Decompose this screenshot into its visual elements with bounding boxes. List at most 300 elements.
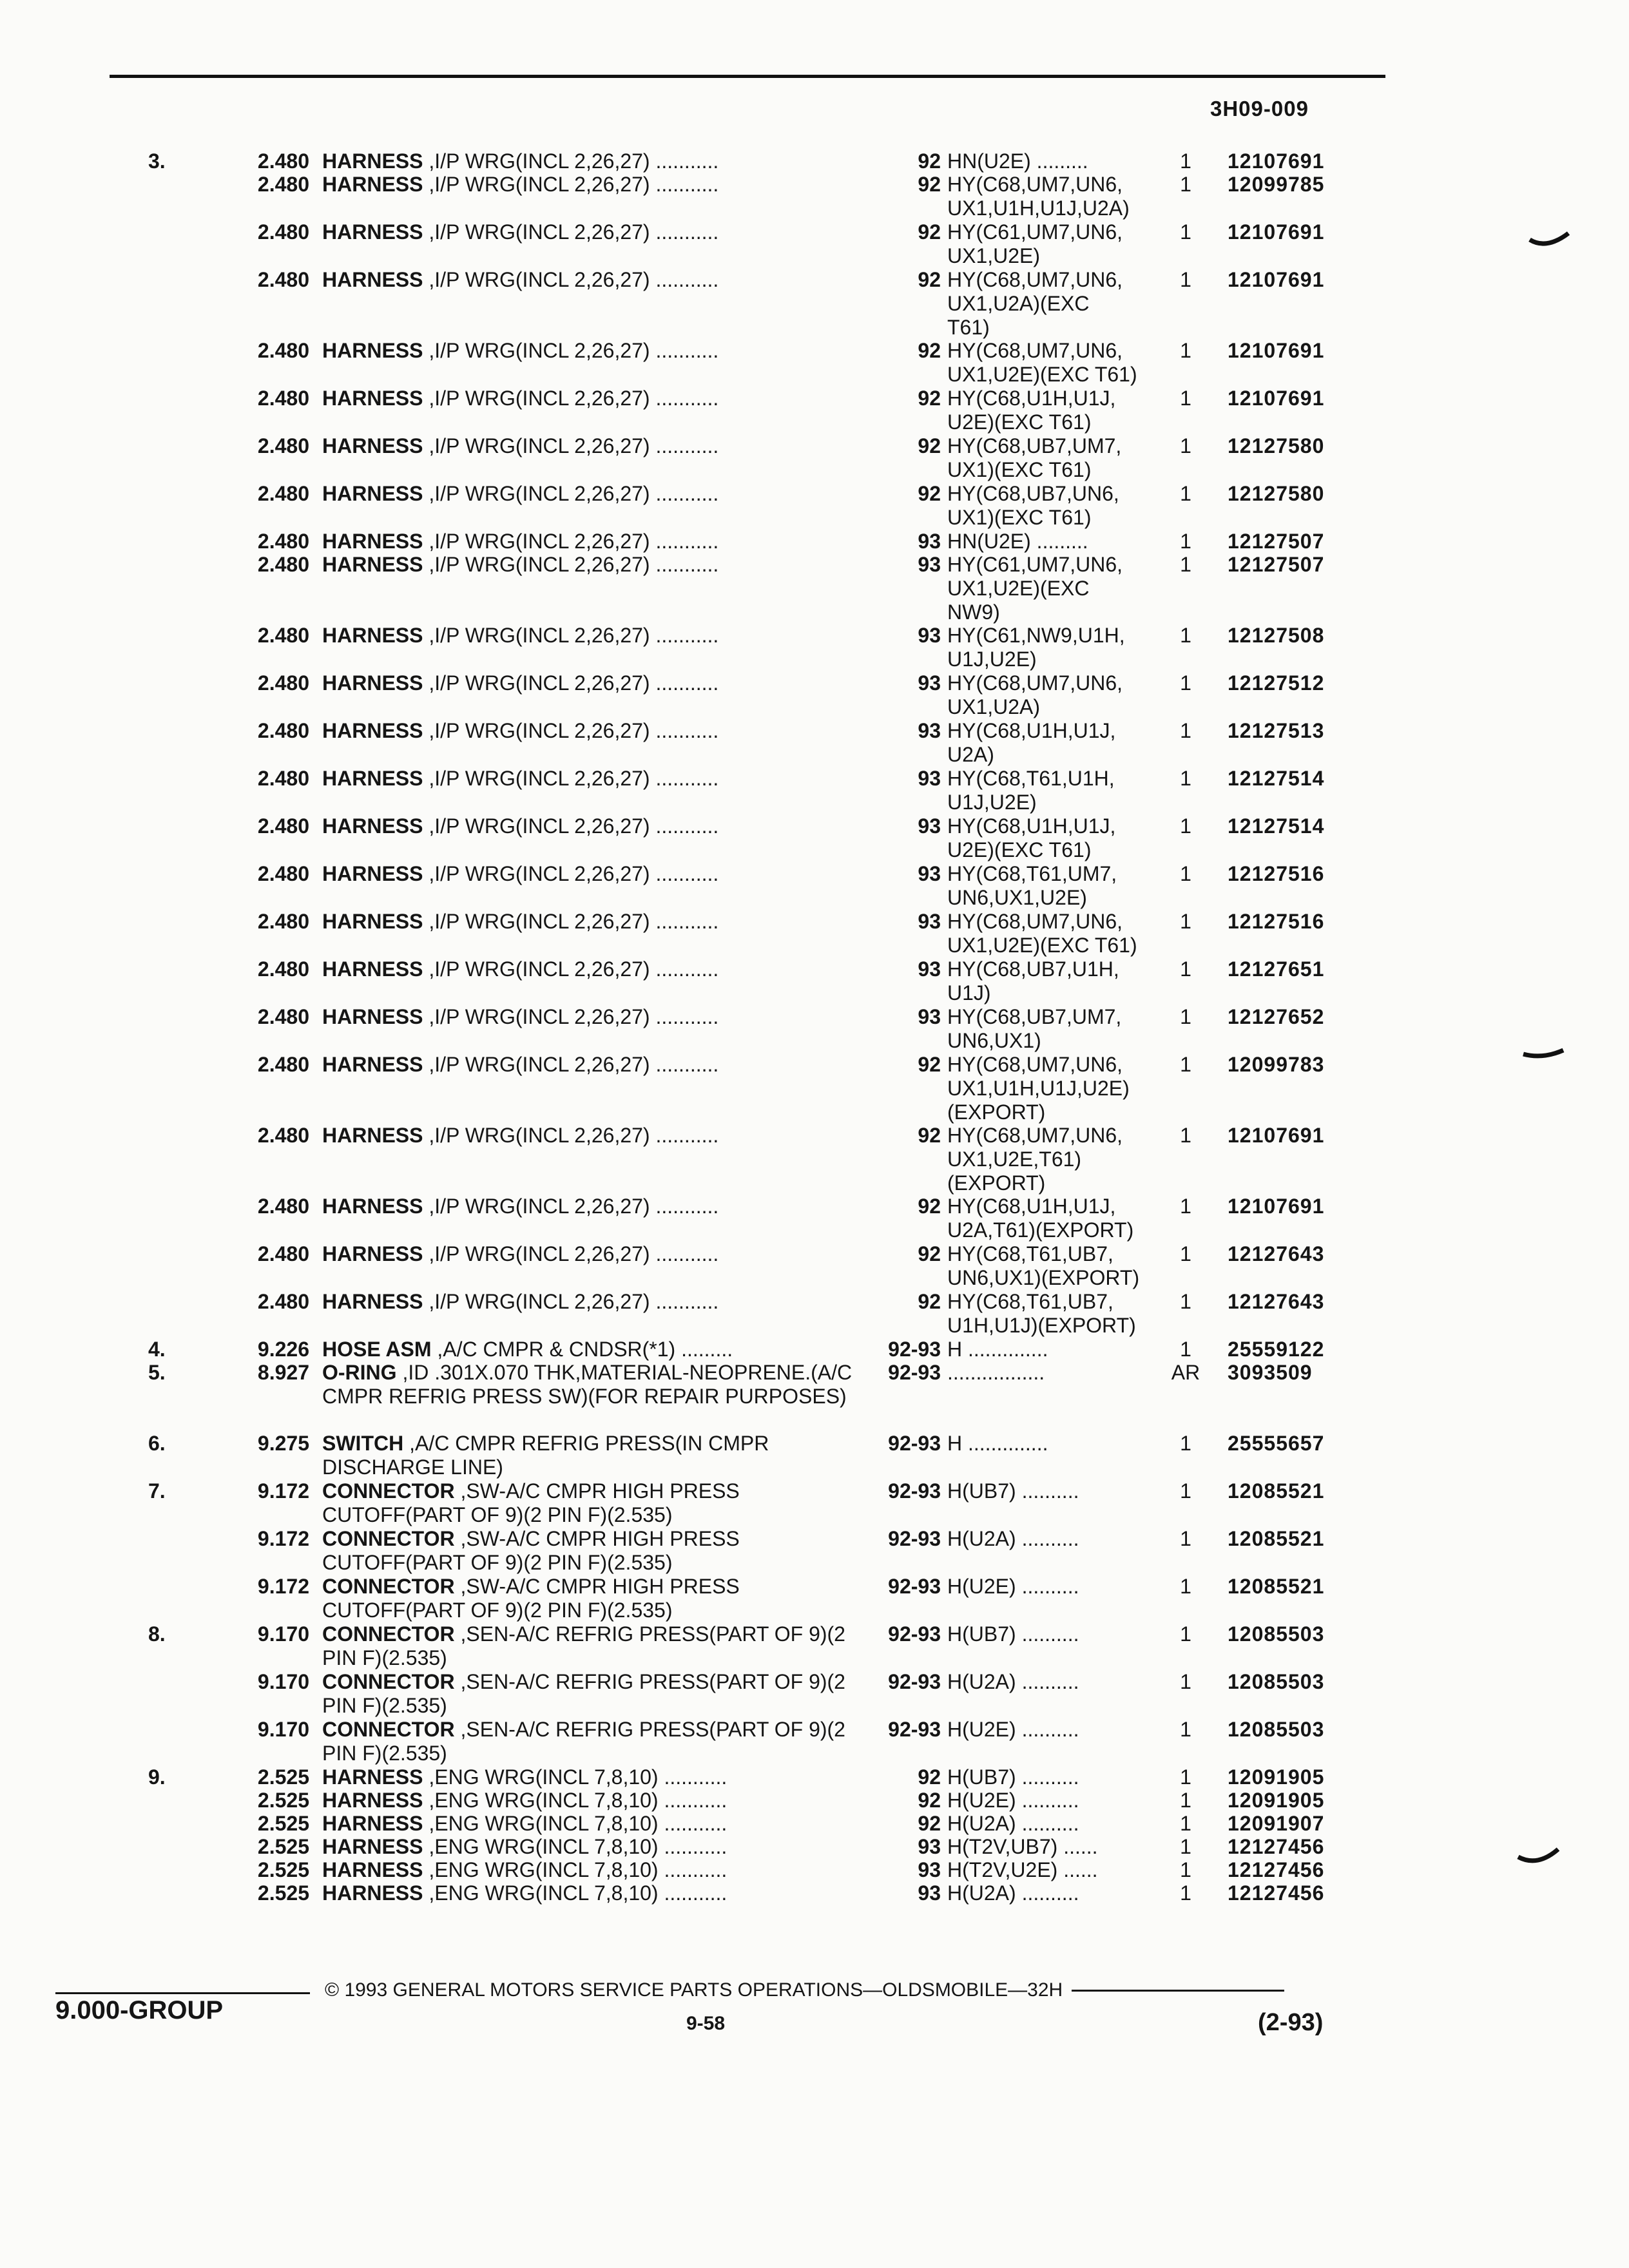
group-number: 2.480 (257, 482, 309, 505)
part-number: 12107691 (1228, 387, 1325, 410)
part-detail: ,I/P WRG(INCL 2,26,27) ........... (429, 1242, 719, 1265)
group-number: 2.480 (257, 553, 309, 576)
part-name: HARNESS (322, 957, 423, 981)
model-year: 92 (918, 1053, 941, 1076)
part-number: 12085521 (1228, 1527, 1325, 1550)
part-number: 12127652 (1228, 1005, 1325, 1028)
option-codes: H(UB7) .......... (947, 1479, 1079, 1503)
part-detail: ,I/P WRG(INCL 2,26,27) ........... (429, 434, 719, 457)
part-name: HARNESS (322, 530, 423, 553)
model-year: 92 (918, 268, 941, 291)
part-description (322, 1479, 857, 1527)
group-number: 2.480 (257, 1242, 309, 1265)
part-name: HARNESS (322, 1881, 423, 1905)
option-codes: HY(C68,UB7,UM7, UN6,UX1) (947, 1005, 1122, 1052)
model-year: 92 (918, 339, 941, 362)
option-codes: H(T2V,UB7) ...... (947, 1835, 1098, 1858)
part-number: 12127651 (1228, 957, 1325, 981)
model-year: 92 (918, 1812, 941, 1835)
quantity: 1 (1180, 1858, 1191, 1881)
part-number: 12091907 (1228, 1812, 1325, 1835)
model-year: 92 (918, 1242, 941, 1265)
model-year: 92-93 (888, 1361, 941, 1384)
margin-check-mark (1521, 1044, 1566, 1070)
quantity: 1 (1180, 268, 1191, 291)
option-codes: HY(C68,UM7,UN6, UX1,U2A) (947, 671, 1123, 718)
part-number: 12127514 (1228, 814, 1325, 838)
footer-rule (1072, 1990, 1284, 1992)
group-number: 2.480 (257, 1124, 309, 1147)
option-codes: H(U2A) .......... (947, 1881, 1079, 1905)
option-codes: HY(C68,UM7,UN6, UX1,U2E)(EXC T61) (947, 339, 1137, 386)
part-name: HARNESS (322, 1124, 423, 1147)
group-number: 2.480 (257, 1053, 309, 1076)
part-number: 25559122 (1228, 1338, 1325, 1361)
part-description (322, 862, 857, 886)
option-codes: HY(C68,T61,UB7, UN6,UX1)(EXPORT) (947, 1242, 1140, 1289)
option-codes: H(U2E) .......... (947, 1789, 1079, 1812)
part-detail: ,I/P WRG(INCL 2,26,27) ........... (429, 268, 719, 291)
part-detail: ,I/P WRG(INCL 2,26,27) ........... (429, 671, 719, 695)
part-number: 12127513 (1228, 719, 1325, 742)
part-number: 12107691 (1228, 220, 1325, 244)
group-number: 2.525 (257, 1812, 309, 1835)
part-description (322, 767, 857, 791)
figure-number: 7. (148, 1479, 166, 1503)
part-detail: ,I/P WRG(INCL 2,26,27) ........... (429, 149, 719, 173)
part-name: HARNESS (322, 1053, 423, 1076)
footer-date: (2-93) (1258, 2009, 1324, 2036)
group-number: 2.480 (257, 530, 309, 553)
part-detail: ,A/C CMPR REFRIG PRESS(IN CMPR DISCHARGE LINE) (322, 1432, 769, 1479)
part-number: 12127643 (1228, 1290, 1325, 1313)
part-number: 12107691 (1228, 268, 1325, 291)
part-description (322, 220, 857, 244)
model-year: 92 (918, 1195, 941, 1218)
quantity: 1 (1180, 434, 1191, 457)
part-name: HARNESS (322, 671, 423, 695)
model-year: 92-93 (888, 1432, 941, 1455)
part-detail: ,SEN-A/C REFRIG PRESS(PART OF 9)(2 PIN F)(2.535) (322, 1622, 845, 1669)
part-description (322, 482, 857, 506)
quantity: 1 (1180, 957, 1191, 981)
part-description (322, 268, 857, 292)
part-detail: ,I/P WRG(INCL 2,26,27) ........... (429, 220, 719, 244)
part-description (322, 1575, 857, 1622)
group-number: 9.170 (257, 1670, 309, 1693)
option-codes: HY(C61,UM7,UN6, UX1,U2E) (947, 220, 1123, 267)
part-number: 12127456 (1228, 1835, 1325, 1858)
part-name: CONNECTOR (322, 1718, 455, 1741)
figure-number: 3. (148, 149, 166, 173)
part-detail: ,I/P WRG(INCL 2,26,27) ........... (429, 1124, 719, 1147)
model-year: 93 (918, 624, 941, 647)
part-number: 12099783 (1228, 1053, 1325, 1076)
model-year: 93 (918, 719, 941, 742)
quantity: 1 (1180, 530, 1191, 553)
option-codes: ................. (947, 1361, 1045, 1384)
option-codes: H(UB7) .......... (947, 1765, 1079, 1789)
part-number: 12127580 (1228, 434, 1325, 457)
part-number: 12107691 (1228, 1195, 1325, 1218)
quantity: 1 (1180, 387, 1191, 410)
option-codes: HN(U2E) ......... (947, 530, 1088, 553)
part-number: 12085503 (1228, 1622, 1325, 1646)
part-name: HARNESS (322, 862, 423, 885)
option-codes: H .............. (947, 1338, 1048, 1361)
part-detail: ,ID .301X.070 THK,MATERIAL-NEOPRENE.(A/C CMPR REFRIG PRESS SW)(FOR REPAIR PURPOSES) (322, 1361, 853, 1408)
group-number: 2.480 (257, 1195, 309, 1218)
part-number: 12127516 (1228, 910, 1325, 933)
part-name: HARNESS (322, 482, 423, 505)
group-number: 9.226 (257, 1338, 309, 1361)
model-year: 92 (918, 482, 941, 505)
part-number: 12127580 (1228, 482, 1325, 505)
quantity: 1 (1180, 1835, 1191, 1858)
model-year: 92 (918, 1765, 941, 1789)
part-name: SWITCH (322, 1432, 404, 1455)
option-codes: HY(C68,T61,U1H, U1J,U2E) (947, 767, 1115, 814)
group-number: 2.480 (257, 1290, 309, 1313)
part-description (322, 339, 857, 363)
option-codes: HY(C68,UB7,UM7, UX1)(EXC T61) (947, 434, 1122, 481)
model-year: 92 (918, 173, 941, 196)
part-description (322, 1670, 857, 1718)
group-number: 2.480 (257, 767, 309, 790)
part-detail: ,ENG WRG(INCL 7,8,10) ........... (429, 1812, 728, 1835)
option-codes: HY(C68,U1H,U1J, U2E)(EXC T61) (947, 814, 1116, 861)
part-name: HARNESS (322, 1290, 423, 1313)
part-description (322, 173, 857, 197)
group-number: 8.927 (257, 1361, 309, 1384)
part-description (322, 434, 857, 458)
part-name: HARNESS (322, 434, 423, 457)
quantity: 1 (1180, 671, 1191, 695)
part-number: 12085503 (1228, 1718, 1325, 1741)
option-codes: HY(C68,U1H,U1J, U2E)(EXC T61) (947, 387, 1116, 434)
part-name: HARNESS (322, 624, 423, 647)
option-codes: HY(C68,UM7,UN6, UX1,U2A)(EXC T61) (947, 268, 1123, 339)
part-description (322, 1881, 857, 1905)
quantity: 1 (1180, 1527, 1191, 1550)
model-year: 93 (918, 862, 941, 885)
group-number: 9.170 (257, 1718, 309, 1741)
part-number: 12127643 (1228, 1242, 1325, 1265)
part-description (322, 1124, 857, 1148)
part-detail: ,I/P WRG(INCL 2,26,27) ........... (429, 624, 719, 647)
model-year: 93 (918, 1881, 941, 1905)
part-detail: ,I/P WRG(INCL 2,26,27) ........... (429, 1290, 719, 1313)
option-codes: HY(C68,UB7,UN6, UX1)(EXC T61) (947, 482, 1119, 529)
part-description (322, 530, 857, 553)
part-number: 12091905 (1228, 1765, 1325, 1789)
part-name: HARNESS (322, 1835, 423, 1858)
quantity: 1 (1180, 1053, 1191, 1076)
group-number: 2.480 (257, 671, 309, 695)
quantity: 1 (1180, 1718, 1191, 1741)
part-name: CONNECTOR (322, 1575, 455, 1598)
quantity: 1 (1180, 1575, 1191, 1598)
model-year: 92-93 (888, 1718, 941, 1741)
quantity: 1 (1180, 814, 1191, 838)
part-detail: ,ENG WRG(INCL 7,8,10) ........... (429, 1765, 728, 1789)
group-number: 2.525 (257, 1835, 309, 1858)
part-name: CONNECTOR (322, 1670, 455, 1693)
part-description (322, 1835, 857, 1859)
part-name: CONNECTOR (322, 1527, 455, 1550)
model-year: 92 (918, 1789, 941, 1812)
quantity: 1 (1180, 339, 1191, 362)
option-codes: HY(C68,T61,UB7, U1H,U1J)(EXPORT) (947, 1290, 1136, 1337)
part-detail: ,SW-A/C CMPR HIGH PRESS CUTOFF(PART OF 9)(2 PIN F)(2.535) (322, 1479, 740, 1526)
group-number: 2.480 (257, 1005, 309, 1028)
part-name: HARNESS (322, 220, 423, 244)
part-detail: ,I/P WRG(INCL 2,26,27) ........... (429, 910, 719, 933)
figure-number: 4. (148, 1338, 166, 1361)
part-number: 12107691 (1228, 339, 1325, 362)
option-codes: HY(C68,UB7,U1H, U1J) (947, 957, 1119, 1004)
part-detail: ,ENG WRG(INCL 7,8,10) ........... (429, 1858, 728, 1881)
group-number: 2.480 (257, 220, 309, 244)
quantity: AR (1171, 1361, 1200, 1384)
model-year: 92-93 (888, 1622, 941, 1646)
quantity: 1 (1180, 910, 1191, 933)
part-description (322, 1005, 857, 1029)
part-description (322, 1432, 857, 1479)
group-number: 2.480 (257, 387, 309, 410)
part-detail: ,I/P WRG(INCL 2,26,27) ........... (429, 719, 719, 742)
quantity: 1 (1180, 1005, 1191, 1028)
option-codes: H(U2A) .......... (947, 1670, 1079, 1693)
part-name: HARNESS (322, 1858, 423, 1881)
part-detail: ,I/P WRG(INCL 2,26,27) ........... (429, 387, 719, 410)
quantity: 1 (1180, 624, 1191, 647)
option-codes: HN(U2E) ......... (947, 149, 1088, 173)
part-name: HARNESS (322, 767, 423, 790)
group-number: 2.480 (257, 434, 309, 457)
footer-copyright-line (316, 1979, 1284, 2001)
figure-number: 9. (148, 1765, 166, 1789)
quantity: 1 (1180, 173, 1191, 196)
part-description (322, 1242, 857, 1266)
part-name: HARNESS (322, 1789, 423, 1812)
quantity: 1 (1180, 1479, 1191, 1503)
part-detail: ,I/P WRG(INCL 2,26,27) ........... (429, 862, 719, 885)
part-number: 12127456 (1228, 1858, 1325, 1881)
model-year: 93 (918, 910, 941, 933)
part-name: O-RING (322, 1361, 397, 1384)
copyright-text: © 1993 GENERAL MOTORS SERVICE PARTS OPERATIONS—OLDSMOBILE—32H (325, 1979, 1063, 2001)
option-codes: HY(C68,UM7,UN6, UX1,U1H,U1J,U2A) (947, 173, 1130, 220)
part-name: HARNESS (322, 1765, 423, 1789)
part-description (322, 1527, 857, 1575)
part-name: HOSE ASM (322, 1338, 432, 1361)
model-year: 93 (918, 553, 941, 576)
part-detail: ,A/C CMPR & CNDSR(*1) ......... (437, 1338, 733, 1361)
part-detail: ,ENG WRG(INCL 7,8,10) ........... (429, 1789, 728, 1812)
option-codes: HY(C68,U1H,U1J, U2A,T61)(EXPORT) (947, 1195, 1134, 1242)
part-detail: ,I/P WRG(INCL 2,26,27) ........... (429, 553, 719, 576)
group-number: 2.480 (257, 957, 309, 981)
part-description (322, 387, 857, 410)
option-codes: HY(C61,UM7,UN6, UX1,U2E)(EXC NW9) (947, 553, 1123, 624)
model-year: 92 (918, 1290, 941, 1313)
part-description (322, 553, 857, 577)
part-description (322, 719, 857, 743)
part-description (322, 910, 857, 934)
part-number: 12091905 (1228, 1789, 1325, 1812)
quantity: 1 (1180, 1124, 1191, 1147)
part-description (322, 1718, 857, 1765)
option-codes: HY(C68,U1H,U1J, U2A) (947, 719, 1116, 766)
part-number: 12107691 (1228, 149, 1325, 173)
option-codes: H .............. (947, 1432, 1048, 1455)
option-codes: H(U2A) .......... (947, 1812, 1079, 1835)
footer-group: 9.000-GROUP (55, 1996, 224, 2024)
quantity: 1 (1180, 1195, 1191, 1218)
part-number: 12127512 (1228, 671, 1325, 695)
model-year: 93 (918, 767, 941, 790)
page-code: 3H09-009 (1210, 97, 1309, 120)
part-number: 3093509 (1228, 1361, 1313, 1384)
part-detail: ,SW-A/C CMPR HIGH PRESS CUTOFF(PART OF 9)(2 PIN F)(2.535) (322, 1527, 740, 1574)
quantity: 1 (1180, 1789, 1191, 1812)
group-number: 2.525 (257, 1881, 309, 1905)
quantity: 1 (1180, 767, 1191, 790)
model-year: 92 (918, 1124, 941, 1147)
group-number: 2.480 (257, 624, 309, 647)
model-year: 92-93 (888, 1479, 941, 1503)
model-year: 93 (918, 814, 941, 838)
part-name: HARNESS (322, 1195, 423, 1218)
part-detail: ,I/P WRG(INCL 2,26,27) ........... (429, 482, 719, 505)
part-description (322, 149, 857, 173)
margin-check-mark (1527, 231, 1572, 256)
part-detail: ,I/P WRG(INCL 2,26,27) ........... (429, 1053, 719, 1076)
group-number: 2.480 (257, 814, 309, 838)
quantity: 1 (1180, 1242, 1191, 1265)
option-codes: HY(C68,T61,UM7, UN6,UX1,U2E) (947, 862, 1117, 909)
part-name: HARNESS (322, 1812, 423, 1835)
model-year: 92 (918, 149, 941, 173)
part-number: 12085521 (1228, 1575, 1325, 1598)
model-year: 92-93 (888, 1670, 941, 1693)
part-number: 12085521 (1228, 1479, 1325, 1503)
option-codes: H(U2A) .......... (947, 1527, 1079, 1550)
group-number: 2.480 (257, 173, 309, 196)
group-number: 9.172 (257, 1527, 309, 1550)
group-number: 9.275 (257, 1432, 309, 1455)
quantity: 1 (1180, 1765, 1191, 1789)
option-codes: HY(C68,UM7,UN6, UX1,U2E,T61) (EXPORT) (947, 1124, 1123, 1195)
quantity: 1 (1180, 1290, 1191, 1313)
part-number: 12127514 (1228, 767, 1325, 790)
part-number: 25555657 (1228, 1432, 1325, 1455)
part-name: CONNECTOR (322, 1479, 455, 1503)
part-name: CONNECTOR (322, 1622, 455, 1646)
figure-number: 6. (148, 1432, 166, 1455)
quantity: 1 (1180, 1812, 1191, 1835)
model-year: 93 (918, 1858, 941, 1881)
quantity: 1 (1180, 1881, 1191, 1905)
model-year: 93 (918, 1835, 941, 1858)
part-name: HARNESS (322, 1005, 423, 1028)
model-year: 93 (918, 957, 941, 981)
quantity: 1 (1180, 149, 1191, 173)
part-name: HARNESS (322, 1242, 423, 1265)
model-year: 92 (918, 434, 941, 457)
part-number: 12085503 (1228, 1670, 1325, 1693)
model-year: 93 (918, 1005, 941, 1028)
group-number: 2.480 (257, 149, 309, 173)
quantity: 1 (1180, 1622, 1191, 1646)
option-codes: HY(C68,UM7,UN6, UX1,U1H,U1J,U2E) (EXPORT) (947, 1053, 1130, 1124)
part-number: 12107691 (1228, 1124, 1325, 1147)
footer-left-rule (55, 1992, 310, 1994)
model-year: 93 (918, 530, 941, 553)
part-name: HARNESS (322, 149, 423, 173)
model-year: 92-93 (888, 1527, 941, 1550)
quantity: 1 (1180, 862, 1191, 885)
part-number: 12127456 (1228, 1881, 1325, 1905)
part-name: HARNESS (322, 339, 423, 362)
option-codes: H(U2E) .......... (947, 1718, 1079, 1741)
part-number: 12127516 (1228, 862, 1325, 885)
group-number: 2.525 (257, 1765, 309, 1789)
part-description (322, 1622, 857, 1670)
part-description (322, 1858, 857, 1882)
part-detail: ,I/P WRG(INCL 2,26,27) ........... (429, 339, 719, 362)
group-number: 9.170 (257, 1622, 309, 1646)
part-detail: ,I/P WRG(INCL 2,26,27) ........... (429, 1005, 719, 1028)
quantity: 1 (1180, 482, 1191, 505)
part-description (322, 1789, 857, 1812)
group-number: 2.480 (257, 910, 309, 933)
footer-page-number: 9-58 (686, 2013, 726, 2034)
group-number: 2.525 (257, 1789, 309, 1812)
group-number: 2.480 (257, 862, 309, 885)
model-year: 92 (918, 220, 941, 244)
quantity: 1 (1180, 220, 1191, 244)
part-detail: ,I/P WRG(INCL 2,26,27) ........... (429, 1195, 719, 1218)
model-year: 92 (918, 387, 941, 410)
option-codes: H(T2V,U2E) ...... (947, 1858, 1098, 1881)
part-detail: ,I/P WRG(INCL 2,26,27) ........... (429, 814, 719, 838)
part-detail: ,I/P WRG(INCL 2,26,27) ........... (429, 957, 719, 981)
figure-number: 5. (148, 1361, 166, 1384)
part-detail: ,I/P WRG(INCL 2,26,27) ........... (429, 767, 719, 790)
quantity: 1 (1180, 1338, 1191, 1361)
part-description (322, 1195, 857, 1218)
part-description (322, 957, 857, 981)
group-number: 2.480 (257, 339, 309, 362)
quantity: 1 (1180, 553, 1191, 576)
part-number: 12127507 (1228, 530, 1325, 553)
part-number: 12099785 (1228, 173, 1325, 196)
part-detail: ,SW-A/C CMPR HIGH PRESS CUTOFF(PART OF 9)(2 PIN F)(2.535) (322, 1575, 740, 1622)
part-detail: ,ENG WRG(INCL 7,8,10) ........... (429, 1881, 728, 1905)
group-number: 9.172 (257, 1479, 309, 1503)
part-description (322, 624, 857, 648)
figure-number: 8. (148, 1622, 166, 1646)
option-codes: HY(C68,UM7,UN6, UX1,U2E)(EXC T61) (947, 910, 1137, 957)
group-number: 2.480 (257, 268, 309, 291)
part-name: HARNESS (322, 387, 423, 410)
quantity: 1 (1180, 1670, 1191, 1693)
part-description (322, 1812, 857, 1836)
part-detail: ,SEN-A/C REFRIG PRESS(PART OF 9)(2 PIN F)(2.535) (322, 1670, 845, 1717)
part-description (322, 814, 857, 838)
